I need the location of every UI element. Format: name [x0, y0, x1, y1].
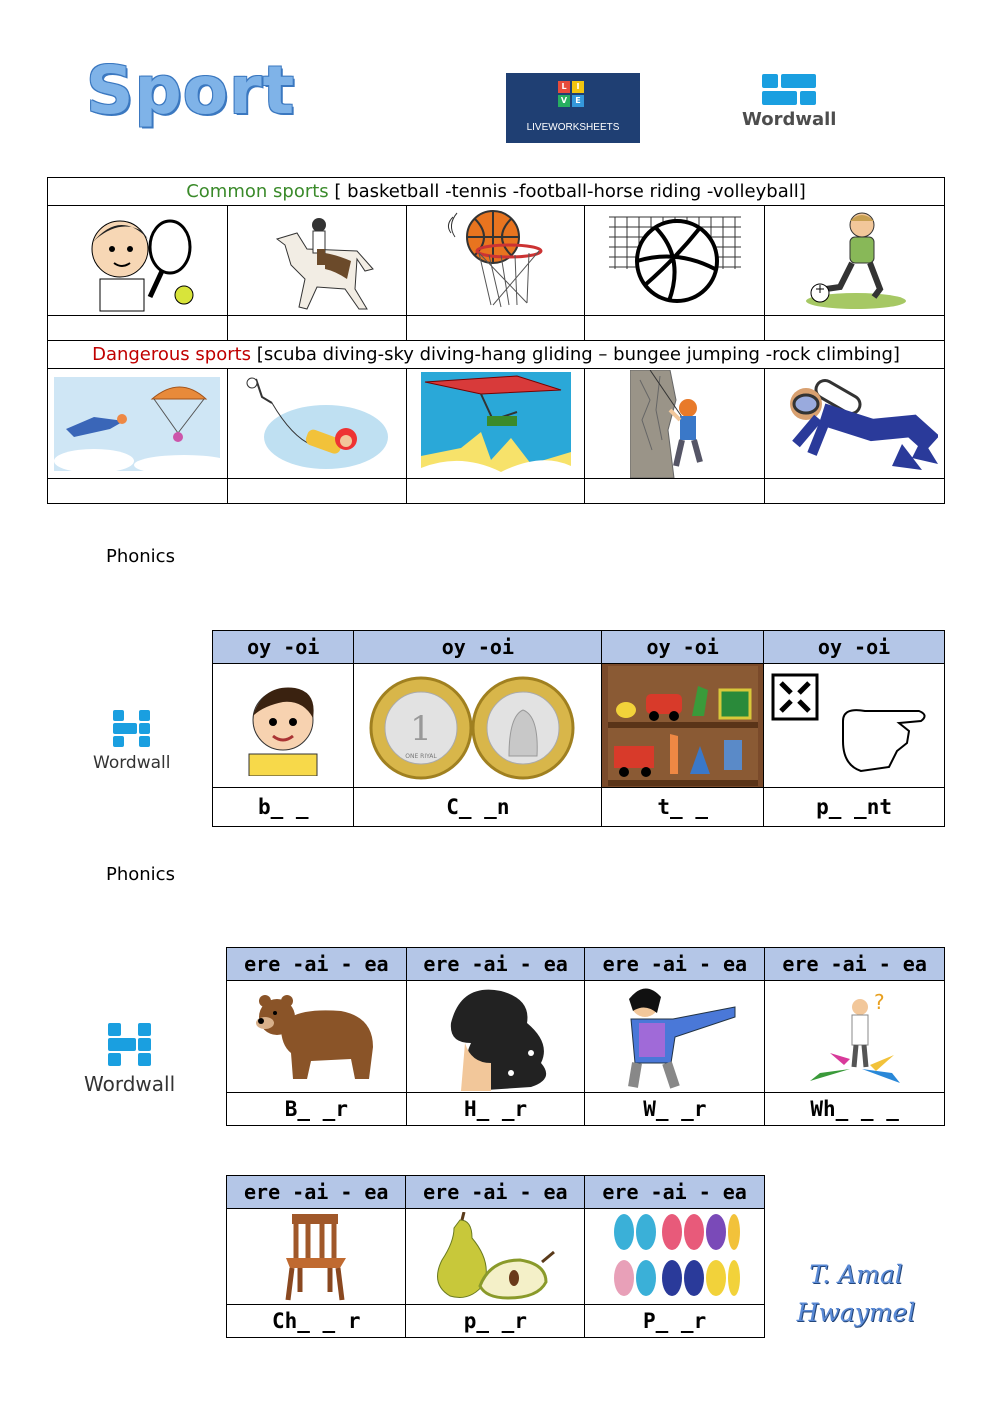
answer-cell[interactable]: [227, 479, 406, 504]
answer-cell[interactable]: [406, 479, 585, 504]
chair-icon: [227, 1209, 406, 1305]
answer-cell[interactable]: [585, 316, 765, 341]
answer-cell[interactable]: C_ _n: [354, 788, 602, 827]
answer-cell[interactable]: P_ _r: [585, 1305, 765, 1338]
phonics-label-1: Phonics: [106, 546, 175, 567]
header-cell: oy -oi: [354, 631, 602, 664]
phonics-table-ere-ai-ea-1: [226, 947, 945, 1126]
answer-cell[interactable]: W_ _r: [585, 1093, 765, 1126]
volleyball-net-icon: [585, 206, 765, 316]
header-cell: ere -ai - ea: [585, 1176, 765, 1209]
answer-cell[interactable]: B_ _r: [227, 1093, 407, 1126]
wordwall-logo-2[interactable]: Wordwall: [84, 1023, 175, 1096]
header-cell: oy -oi: [764, 631, 945, 664]
header-cell: oy -oi: [213, 631, 354, 664]
phonics-table-oy-oi: [212, 630, 945, 827]
answer-cell[interactable]: p_ _r: [406, 1305, 585, 1338]
rock-climbing-icon: [585, 369, 765, 479]
bear-icon: [227, 981, 407, 1093]
author-signature: T. Amal Hwaymel: [796, 1260, 916, 1327]
common-sports-header: Common sports [ basketball -tennis -football-horse riding -volleyball]: [48, 178, 945, 206]
football-player-icon: [765, 206, 945, 316]
answer-cell[interactable]: t_ _: [602, 788, 764, 827]
header-cell: ere -ai - ea: [406, 1176, 585, 1209]
wordwall-icon: [108, 1023, 151, 1066]
answer-cell[interactable]: Ch_ _ r: [227, 1305, 406, 1338]
svg-text:?: ?: [873, 989, 885, 1014]
answer-cell[interactable]: [765, 316, 945, 341]
answer-cell[interactable]: [48, 316, 228, 341]
wordwall-icon: [113, 710, 150, 747]
header-cell: oy -oi: [602, 631, 764, 664]
point-hand-icon: [764, 664, 945, 788]
phonics-table-ere-ai-ea-2: [226, 1175, 765, 1338]
answer-cell[interactable]: b_ _: [213, 788, 354, 827]
answer-cell[interactable]: [765, 479, 945, 504]
pear-icon: [406, 1209, 585, 1305]
answer-cell[interactable]: p_ _nt: [764, 788, 945, 827]
page-title: Sport: [86, 52, 296, 129]
wear-jacket-icon: [585, 981, 765, 1093]
wordwall-logo-top[interactable]: Wordwall: [742, 74, 836, 130]
wordwall-icon: [762, 74, 816, 105]
header-cell: ere -ai - ea: [406, 948, 585, 981]
svg-text:1: 1: [410, 708, 432, 749]
header-cell: ere -ai - ea: [227, 948, 407, 981]
phonics-label-2: Phonics: [106, 864, 175, 885]
header-cell: ere -ai - ea: [227, 1176, 406, 1209]
answer-cell[interactable]: Wh_ _ _: [765, 1093, 945, 1126]
horse-riding-icon: [227, 206, 406, 316]
toys-shelf-icon: [602, 664, 764, 788]
bungee-jumping-icon: [227, 369, 406, 479]
header-cell: ere -ai - ea: [585, 948, 765, 981]
wordwall-logo-1[interactable]: Wordwall: [93, 710, 170, 773]
dangerous-sports-header: Dangerous sports [scuba diving-sky diving-hang gliding – bungee jumping -rock climbing]: [48, 341, 945, 369]
sports-table: [47, 177, 945, 504]
answer-cell[interactable]: [406, 316, 585, 341]
where-directions-icon: [765, 981, 945, 1093]
basketball-hoop-icon: [406, 206, 585, 316]
answer-cell[interactable]: [585, 479, 765, 504]
scuba-diving-icon: [765, 369, 945, 479]
boy-tennis-icon: [48, 206, 228, 316]
hair-icon: [406, 981, 585, 1093]
sky-diving-icon: [48, 369, 228, 479]
coins-icon: [354, 664, 602, 788]
flip-flops-icon: [585, 1209, 765, 1305]
boy-icon: [213, 664, 354, 788]
answer-cell[interactable]: H_ _r: [406, 1093, 585, 1126]
hang-gliding-icon: [406, 369, 585, 479]
answer-cell[interactable]: [48, 479, 228, 504]
liveworksheets-logo[interactable]: L I V E LIVEWORKSHEETS: [506, 73, 640, 143]
header-cell: ere -ai - ea: [765, 948, 945, 981]
liveworksheets-label: LIVEWORKSHEETS: [526, 122, 620, 133]
answer-cell[interactable]: [227, 316, 406, 341]
svg-text:ONE RIYAL: ONE RIYAL: [405, 752, 437, 760]
